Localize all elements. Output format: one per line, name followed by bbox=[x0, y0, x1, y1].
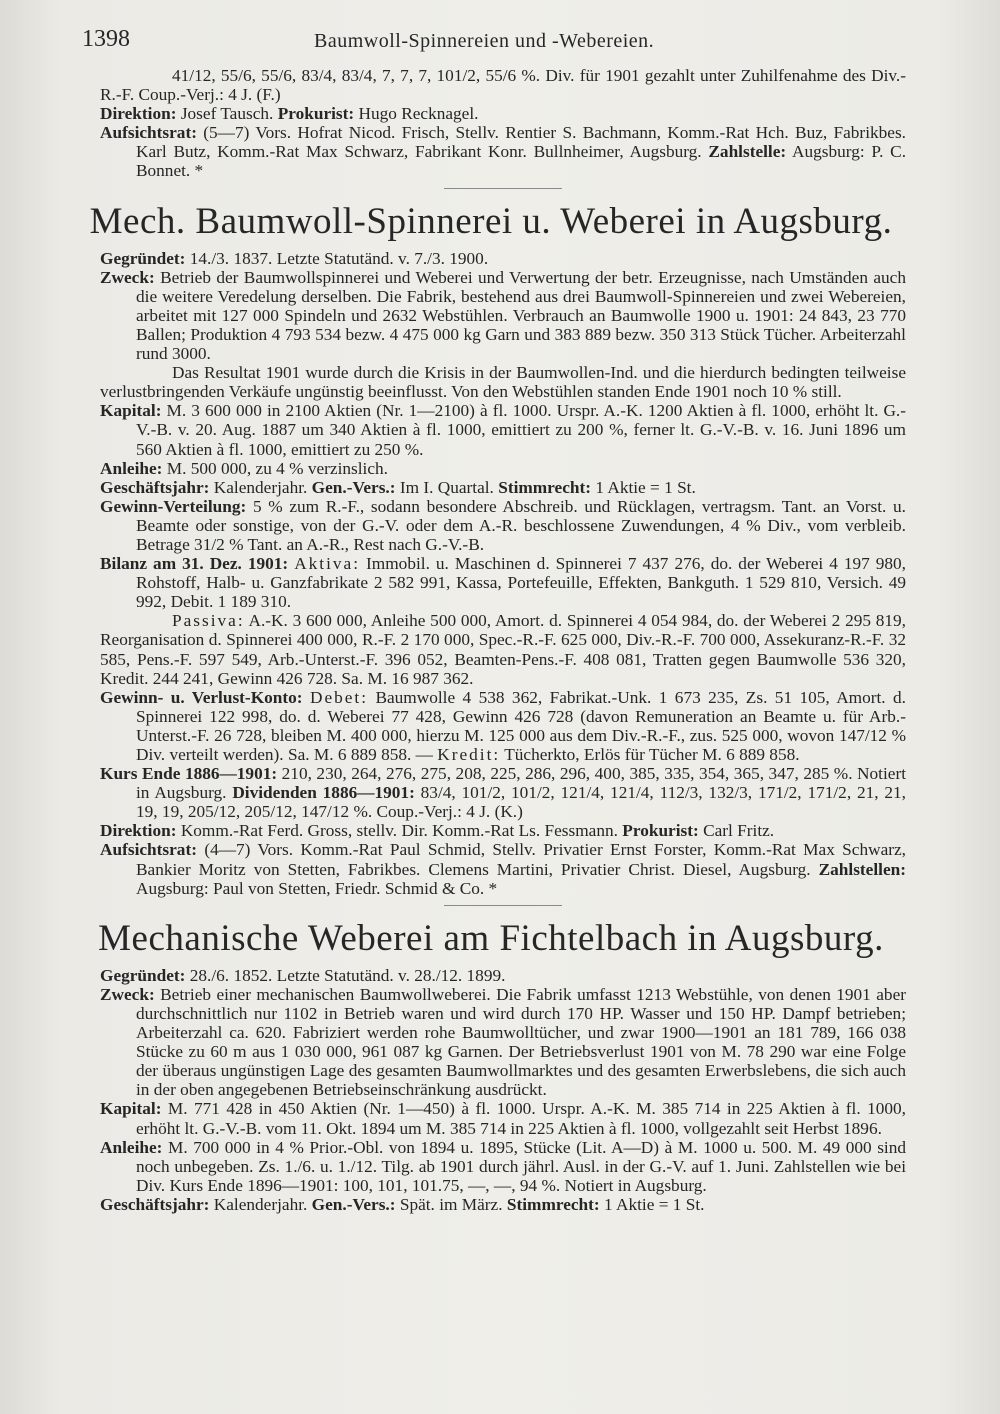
previous-company-continuation bbox=[100, 66, 906, 181]
gegruendet-entry bbox=[100, 249, 906, 268]
kredit-label: Kredit: bbox=[437, 745, 501, 764]
entry-text: Josef Tausch. bbox=[180, 104, 274, 124]
entry-text: Kalenderjahr. bbox=[213, 1194, 308, 1214]
kapital-entry bbox=[100, 1099, 906, 1137]
entry-label: Direktion: bbox=[100, 821, 177, 841]
geschaeftsjahr-entry bbox=[100, 1195, 906, 1214]
section-divider bbox=[444, 188, 562, 189]
entry-text: Spät. im März. bbox=[399, 1194, 503, 1214]
entry-text: M. 771 428 in 450 Aktien (Nr. 1—450) à fl. 1000. Urspr. A.-K. M. 385 714 in 225 Aktien à fl. 1000, erhöht lt. G.-V.-B. vom 11. Okt. 1894 um M. 385 714 in 225 Aktien à fl. 1000, vollgezahlt seit Herbst 1896. bbox=[136, 1099, 906, 1138]
resultat-paragraph: Das Resultat 1901 wurde durch die Krisis in der Baumwollen-Ind. und die hierdurch bedingten teilweise verlustbringenden Verkäufe ungünstig beeinflusst. Von den Webstühlen standen Ende 1901 noch 10 % still. bbox=[100, 363, 906, 402]
entry-label: Zahlstelle: bbox=[708, 142, 787, 162]
entry-label: Stimmrecht: bbox=[498, 477, 591, 497]
entry-text: Immobil. u. Maschinen d. Spinnerei 7 437 276, do. der Weberei 4 197 980, Rohstoff, Halb- u. Ganzfabrikate 2 582 991, Kassa, Portefeuille, Effekten, Bankguth. 1 529 810, Versich. 49 992, Debit. 1 189 310. bbox=[136, 554, 907, 612]
section-divider bbox=[444, 905, 562, 906]
entry-label: Gegründet: bbox=[100, 965, 186, 985]
dividend-continuation: 41/12, 55/6, 55/6, 83/4, 83/4, 7, 7, 7, 101/2, 55/6 %. Div. für 1901 gezahlt unter Zuhilfenahme des Div.-R.-F. Coup.-Verj.: 4 J. (F.) bbox=[100, 66, 906, 105]
page-header bbox=[82, 26, 912, 56]
entry-text: Betrieb einer mechanischen Baumwollweberei. Die Fabrik umfasst 1213 Webstühle, von denen 1901 aber durchschnittlich nur 1102 in Betrieb waren und wird durch 170 HP. Wasser und 150 HP. Dampf betrieben; Arbeiterzahl ca. 620. Fabriziert werden rohe Baumwolltücher, und zwar 1900—1901 an 181 789, 166 038 Stücke zu 60 m aus 1 030 000, 961 087 kg Garnen. Der Betriebsverlust 1901 von M. 78 290 war eine Folge der überaus ungünstigen Lage des gesamten Baumwollmarktes und des gesamten Erwerbslebens, die sich auch in der oben angegebenen Betriebseinschränkung ausdrückt. bbox=[136, 984, 906, 1100]
anleihe-entry bbox=[100, 1138, 906, 1195]
entry-label: Gewinn-Verteilung: bbox=[100, 496, 247, 516]
entry-text: (5—7) Vors. Hofrat Nicod. Frisch, Stellv. Rentier S. Bachmann, Komm.-Rat Hch. Buz, Fabrikbes. Karl Butz, Komm.-Rat Max Schwarz, Fabrikant Konr. Bullnheimer, Augsburg. bbox=[136, 123, 906, 162]
entry-label: Dividenden 1886—1901: bbox=[232, 783, 415, 803]
gegruendet-entry bbox=[100, 966, 906, 985]
entry-text: 28./6. 1852. Letzte Statutänd. v. 28./12. 1899. bbox=[189, 965, 506, 985]
direktion-entry bbox=[100, 821, 906, 840]
entry-text: A.-K. 3 600 000, Anleihe 500 000, Amort. d. Spinnerei 4 054 984, do. der Weberei 2 295 819, Reorganisation d. Spinnerei 400 000, R.-F. 2 170 000, Spec.-R.-F. 625 000, Div.-R.-F. 700 000, Assekuranz-R.-F. 32 585, Pens.-F. 597 549, Arb.-Unterst.-F. 396 052, Beamten-Pens.-F. 408 081, Tratten gegen Baumwolle 536 320, Kredit. 244 241, Gewinn 426 728. Sa. M. 16 987 362. bbox=[100, 611, 906, 688]
entry-label: Kurs Ende 1886—1901: bbox=[100, 764, 278, 784]
entry-label: Aufsichtsrat: bbox=[100, 123, 197, 143]
entry-label: Prokurist: bbox=[622, 821, 699, 841]
entry-text: Carl Fritz. bbox=[703, 821, 775, 841]
entry-text: 1 Aktie = 1 St. bbox=[603, 1194, 705, 1214]
entry-text: (4—7) Vors. Komm.-Rat Paul Schmid, Stellv. Privatier Ernst Forster, Komm.-Rat Max Schwarz, Bankier Moritz von Stetten, Fabrikbes. Clemens Martini, Privatier Christ. Diesel, Augsburg. bbox=[136, 840, 906, 879]
entry-text: Baumwolle 4 538 362, Fabrikat.-Unk. 1 673 235, Zs. 51 105, Amort. d. Spinnerei 122 998, do. d. Weberei 77 428, Gewinn 426 728 (davon Remuneration an Beamte u. für Arb.-Unterst.-F. 26 728, bleiben M. 400 000, hierzu M. 125 000 aus dem Div.-R.-F., zus. 525 000, wovon 147/12 % Div. verteilt werden). Sa. M. 6 889 858. — bbox=[136, 687, 907, 764]
entry-text: Augsburg: Paul von Stetten, Friedr. Schmid & Co. * bbox=[136, 878, 498, 898]
entry-label: Geschäftsjahr: bbox=[100, 477, 210, 497]
company-entry-weberei-fichtelbach bbox=[100, 916, 906, 1214]
entry-label: Gewinn- u. Verlust-Konto: bbox=[100, 687, 303, 707]
entry-text: Augsburg: P. C. Bonnet. * bbox=[136, 142, 907, 181]
aufsichtsrat-entry bbox=[100, 123, 906, 180]
kapital-entry bbox=[100, 401, 906, 458]
entry-label: Gegründet: bbox=[100, 248, 186, 268]
entry-text: 14./3. 1837. Letzte Statutänd. v. 7./3. 1900. bbox=[189, 248, 489, 268]
entry-text: 210, 230, 264, 276, 275, 208, 225, 286, 296, 400, 385, 335, 354, 365, 347, 285 %. Notiert in Augsburg. bbox=[136, 764, 907, 803]
geschaeftsjahr-entry bbox=[100, 478, 906, 497]
anleihe-entry bbox=[100, 459, 906, 478]
entry-label: Aufsichtsrat: bbox=[100, 840, 197, 860]
aktiva-label: Aktiva: bbox=[294, 554, 361, 574]
entry-text: Tücherkto, Erlös für Tücher M. 6 889 858. bbox=[504, 745, 800, 764]
entry-text: 5 % zum R.-F., sodann besondere Abschreib. und Rücklagen, vertragsm. Tant. an Vorst. u. Beamte oder sonstige, von der G.-V. oder dem A.-R. beschlossene Zuwendungen, 4 % Div., vom verbleib. Betrage 31/2 % Tant. an A.-R., Rest nach G.-V.-B. bbox=[136, 496, 906, 554]
entry-label: Kapital: bbox=[100, 401, 162, 421]
running-title: Baumwoll-Spinnereien und -Webereien. bbox=[314, 30, 655, 52]
entry-label: Anleihe: bbox=[100, 458, 163, 478]
entry-label: Gen.-Vers.: bbox=[311, 477, 396, 497]
bilanz-entry bbox=[100, 554, 906, 611]
entry-label: Prokurist: bbox=[277, 104, 355, 124]
entry-label: Zweck: bbox=[100, 267, 155, 287]
entry-text: Im I. Quartal. bbox=[399, 477, 494, 497]
zweck-entry bbox=[100, 985, 906, 1100]
entry-text: 83/4, 101/2, 101/2, 121/4, 121/4, 112/3, 132/3, 171/2, 171/2, 21, 21, 19, 19, 205/12, 205/12, 147/12 %. Coup.-Verj.: 4 J. (K.) bbox=[136, 783, 906, 822]
aufsichtsrat-entry bbox=[100, 840, 906, 897]
passiva-paragraph bbox=[100, 611, 906, 687]
entry-text: Kalenderjahr. bbox=[213, 477, 308, 497]
company-entry-baumwoll-spinnerei bbox=[89, 199, 907, 898]
company-title: Mechanische Weberei am Fichtelbach in Augsburg. bbox=[98, 917, 884, 959]
entry-text: M. 3 600 000 in 2100 Aktien (Nr. 1—2100) à fl. 1000. Urspr. A.-K. 1200 Aktien à fl. 1000, erhöht lt. G.-V.-B. v. 20. Aug. 1887 um 340 Aktien à fl. 1000, emittiert zu 200 %, ferner lt. G.-V.-B. v. 16. Juni 1896 um 560 Aktien à fl. 1000, emittiert zu 250 %. bbox=[136, 401, 907, 459]
entry-label: Kapital: bbox=[100, 1099, 162, 1119]
debet-label: Debet: bbox=[309, 687, 369, 707]
entry-text: Komm.-Rat Ferd. Gross, stellv. Dir. Komm.-Rat Ls. Fessmann. bbox=[180, 821, 618, 841]
zweck-entry bbox=[100, 268, 906, 363]
entry-label: Stimmrecht: bbox=[506, 1194, 600, 1214]
company-title: Mech. Baumwoll-Spinnerei u. Weberei in Augsburg. bbox=[89, 200, 893, 242]
entry-label: Anleihe: bbox=[100, 1137, 163, 1157]
kurs-entry bbox=[100, 764, 906, 821]
entry-label: Geschäftsjahr: bbox=[100, 1194, 210, 1214]
entry-label: Direktion: bbox=[100, 104, 177, 124]
entry-text: Hugo Recknagel. bbox=[358, 104, 479, 124]
entry-text: 1 Aktie = 1 St. bbox=[595, 477, 696, 497]
entry-text: Betrieb der Baumwollspinnerei und Weberei und Verwertung der betr. Erzeugnisse, nach Umständen auch die weitere Veredelung derselben. Die Fabrik, bestehend aus drei Baumwoll-Spinnereien und zwei Webereien, arbeitet mit 127 000 Spindeln und 2632 Webstühlen. Verbrauch an Baumwolle 1900 u. 1901: 24 843, 23 770 Ballen; Produktion 4 793 534 bezw. 4 475 000 kg Garn und 383 889 bezw. 350 313 Stück Tücher. Arbeiterzahl rund 3000. bbox=[136, 267, 906, 364]
page-content bbox=[89, 66, 907, 1214]
direktion-entry bbox=[100, 104, 906, 123]
gewinn-verlust-entry bbox=[100, 688, 906, 764]
entry-label: Zahlstellen: bbox=[818, 859, 906, 879]
entry-label: Zweck: bbox=[100, 984, 155, 1004]
page-number: 1398 bbox=[82, 26, 130, 52]
entry-text: M. 500 000, zu 4 % verzinslich. bbox=[166, 458, 388, 478]
passiva-label: Passiva: bbox=[172, 611, 245, 631]
entry-label: Bilanz am 31. Dez. 1901: bbox=[100, 554, 289, 574]
gewinn-verteilung-entry bbox=[100, 497, 906, 554]
entry-text: M. 700 000 in 4 % Prior.-Obl. von 1894 u. 1895, Stücke (Lit. A—D) à M. 1000 u. 500. M. 49 000 sind noch unbegeben. Zs. 1./6. u. 1./12. Tilg. ab 1901 durch jährl. Ausl. in der G.-V. auf 1. Juni. Zahlstellen wie bei Div. Kurs Ende 1896—1901: 100, 101, 101.75, —, —, 94 %. Notiert in Augsburg. bbox=[136, 1137, 906, 1195]
entry-label: Gen.-Vers.: bbox=[311, 1194, 396, 1214]
